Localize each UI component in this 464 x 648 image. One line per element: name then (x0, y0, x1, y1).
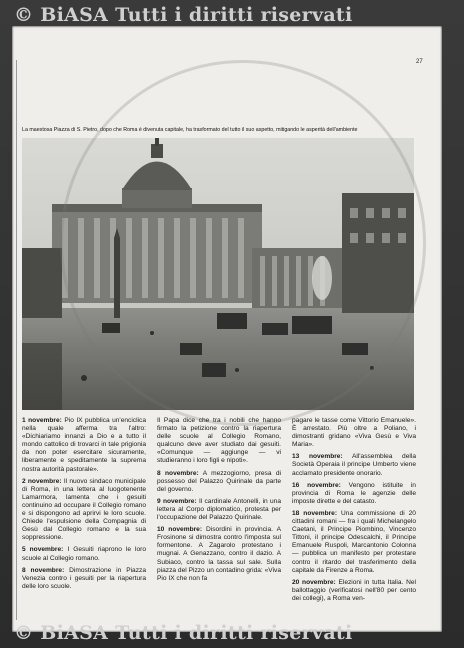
photo-caption: La maestosa Piazza di S. Pietro, dopo che Roma è divenuta capitale, ha trasformato del tutto il suo aspetto, mitigando le asperità dell'ambiente (22, 127, 358, 133)
entry-date: 8 novembre: (157, 469, 199, 477)
watermark-top: © BiASA Tutti i diritti riservati (14, 4, 353, 26)
entry (292, 579, 416, 603)
entry-text: A mezzogiorno, presa di possesso del Palazzo Quirinale da parte del governo. (157, 469, 281, 493)
entry (22, 478, 146, 543)
page-number: 27 (416, 59, 423, 65)
entry (157, 470, 281, 494)
page-edge-line (16, 60, 17, 620)
entry (292, 510, 416, 575)
column-3 (292, 417, 416, 607)
entry-date: 5 novembre: (22, 546, 64, 554)
entry-text: Pio IX pubblica un'enciclica nella quale afferma tra l'altro: «Dichiariamo innanzi a Dio e a tutto il mondo cattolico di trovarci in tale prigionia da non poter esercitare sicuramente, liberamente e speditamente la suprema nostra autorità pastorale». (22, 417, 146, 473)
watermark-bottom: © BiASA Tutti i diritti riservati (14, 622, 353, 644)
entry-text: Disordini in provincia. A Frosinone si dimostra contro l'imposta sul formentone. A Zagarolo protestano i mugnai. A Genazzano, contro il dazio. A Subiaco, contro la tassa sul sale. Sulla piazza del Pizzo un contadino grida: «Viva Pio IX che non fa (157, 526, 281, 582)
entry-date: 13 novembre: (292, 453, 343, 461)
column-2 (157, 417, 281, 587)
entry-text: Il nuovo sindaco municipale di Roma, in una lettera al luogotenente Lamarmora, lamenta che i gesuiti continuino ad occupare il Collegio romano e si dispongono ad aprirvi le loro scuole. Chiede l'espulsione della Compagnia di Gesù dal Collegio romano e la sua soppressione. (22, 477, 146, 542)
entry-date: 8 novembre: (22, 566, 65, 574)
column-1 (22, 417, 146, 595)
chronology-columns (22, 417, 416, 607)
entry-date: 1 novembre: (22, 417, 62, 424)
entry-text: Dimostrazione in Piazza Venezia contro i gesuiti per la riapertura delle loro scuole. (22, 566, 146, 590)
entry (157, 526, 281, 583)
entry-text: I Gesuiti riaprono le loro scuole al Collegio romano. (22, 546, 146, 562)
photo-st-peters-square (22, 138, 414, 410)
photo-illustration (22, 138, 414, 410)
entry (292, 482, 416, 506)
entry-date: 9 novembre: (157, 497, 197, 505)
entry-text: Elezioni in tutta Italia. Nel ballottaggio (verificatosi nell'80 per cento dei collegi), a Roma ven- (292, 578, 416, 602)
entry (22, 567, 146, 591)
entry-text: Il cardinale Antonelli, in una lettera al Corpo diplomatico, protesta per l'occupazione del Palazzo Quirinale. (157, 497, 281, 522)
entry (157, 498, 281, 522)
entry (292, 453, 416, 477)
entry-text: All'assemblea della Società Operaia il principe Umberto viene acclamato presidente onorario. (292, 453, 416, 477)
entry-text: Il Papa dice che tra i nobili che hanno firmato la petizione contro la riapertura delle scuole al Collegio Romano, qualcuno deve aver studiato dai gesuiti. «Comunque — aggiunge — vi studieranno i loro figli e nipoti». (157, 417, 281, 465)
entry-date: 20 novembre: (292, 578, 336, 586)
entry-text: pagare le tasse come Vittorio Emanuele». È arrestato. Più oltre a Poliano, i dimostranti gridano «Viva Gesù e Viva Maria». (292, 417, 416, 449)
entry-date: 2 novembre: (22, 477, 62, 485)
entry-text: Una commissione di 20 cittadini romani — fra i quali Michelangelo Caetani, il Principe Piombino, Vincenzo Tittoni, il principe Odescalchi, il Principe Emanuele Ruspoli, Marcantonio Colonna — pubblica un manifesto per protestare contro il ritardo del trasferimento della capitale da Firenze a Roma. (292, 509, 416, 574)
entry-date: 16 novembre: (292, 481, 341, 489)
entry-date: 10 novembre: (157, 526, 203, 534)
entry-date: 18 novembre: (292, 509, 338, 517)
entry (22, 546, 146, 562)
entry (292, 417, 416, 449)
entry-text: Vengono istituite in provincia di Roma le agenzie delle imposte dirette e del catasto. (292, 481, 416, 505)
entry (22, 417, 146, 474)
entry (157, 417, 281, 466)
